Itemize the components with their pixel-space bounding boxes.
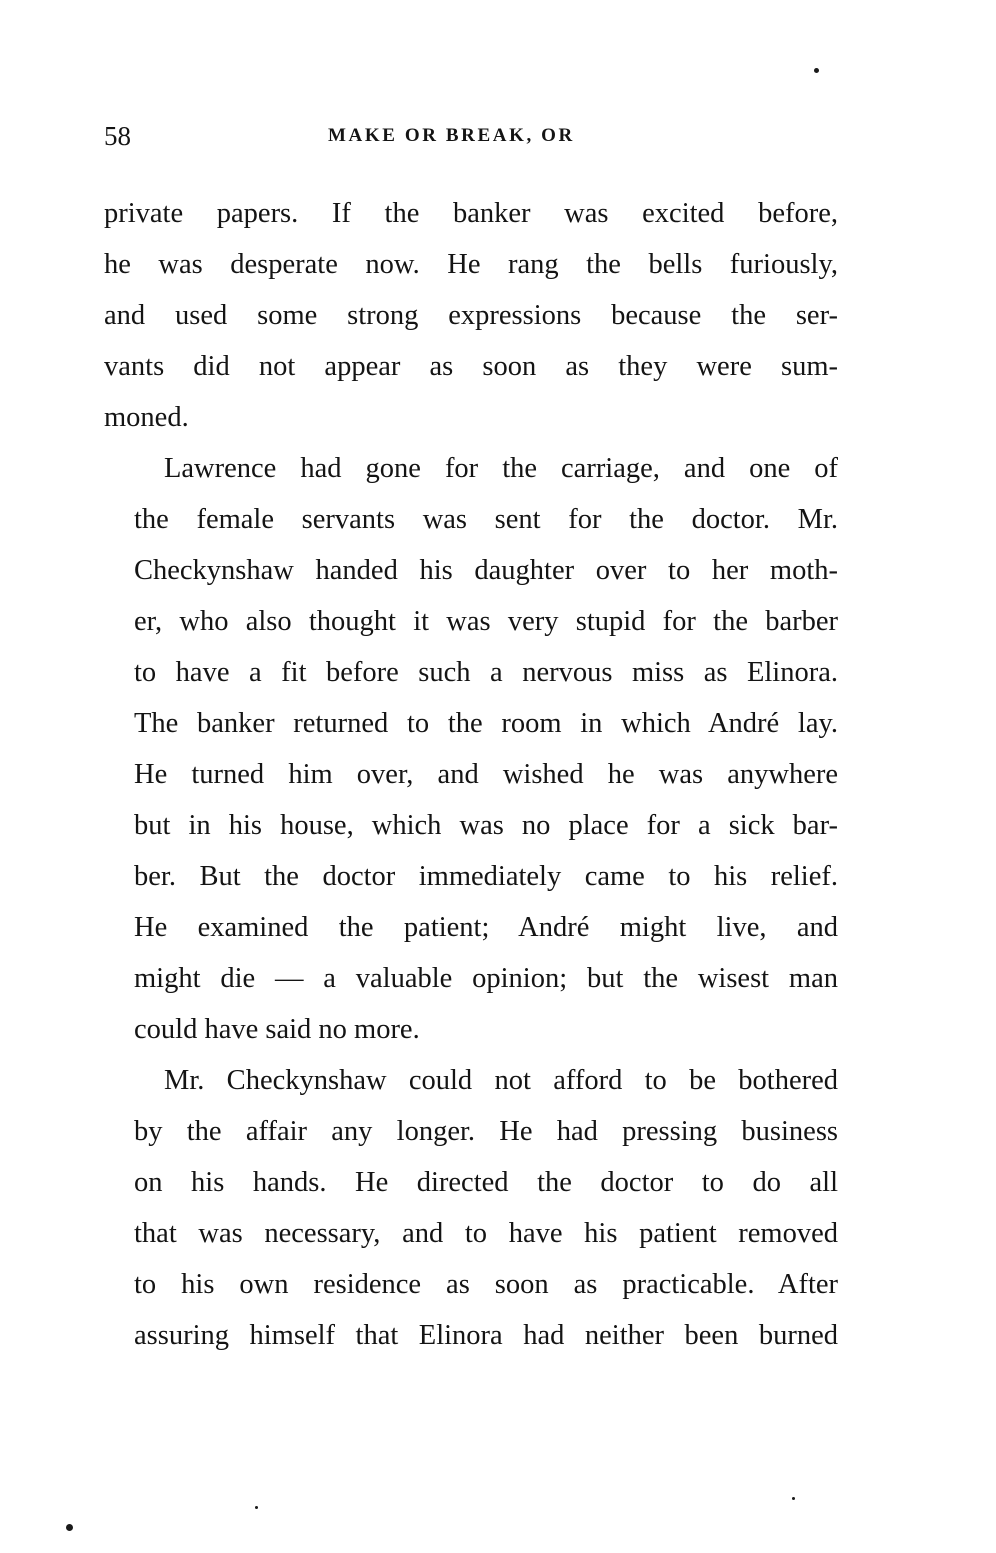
text-line: to have a fit before such a nervous miss as Elinora. [134,657,838,688]
body-text [104,188,838,1361]
text-line: Mr. Checkynshaw could not afford to be bothered [164,1065,838,1096]
text-line: and used some strong expressions because the ser- [104,300,838,331]
text-line: that was necessary, and to have his patient removed [134,1218,838,1249]
text-line: ber. But the doctor immediately came to his relief. [134,861,838,892]
text-line: The banker returned to the room in which André lay. [134,708,838,739]
text-line: by the affair any longer. He had pressing business [134,1116,838,1147]
page-number: 58 [104,121,131,151]
text-line: private papers. If the banker was excited before, [104,198,838,229]
text-line: could have said no more. [134,1014,420,1045]
text-line: he was desperate now. He rang the bells furiously, [104,249,838,280]
page-header [104,118,838,158]
scan-speck [814,68,819,73]
scan-speck [255,1506,258,1509]
text-line: er, who also thought it was very stupid for the barber [134,606,838,637]
text-line: moned. [104,402,189,433]
text-line: He examined the patient; André might live, and [134,912,838,943]
text-line: on his hands. He directed the doctor to do all [134,1167,838,1198]
text-line: assuring himself that Elinora had neither been burned [134,1320,838,1351]
text-line: Lawrence had gone for the carriage, and one of [164,453,838,484]
paragraph-2 [104,443,838,1055]
text-line: might die — a valuable opinion; but the wisest man [134,963,838,994]
text-line: the female servants was sent for the doctor. Mr. [134,504,838,535]
running-head: MAKE OR BREAK, OR [328,125,575,146]
paragraph-1 [104,188,838,443]
scan-speck [792,1497,795,1500]
paragraph-3 [104,1055,838,1361]
text-line: Checkynshaw handed his daughter over to her moth- [134,555,838,586]
text-line: but in his house, which was no place for a sick bar- [134,810,838,841]
scan-speck [66,1524,73,1531]
text-line: vants did not appear as soon as they were sum- [104,351,838,382]
text-line: He turned him over, and wished he was anywhere [134,759,838,790]
text-line: to his own residence as soon as practicable. After [134,1269,838,1300]
